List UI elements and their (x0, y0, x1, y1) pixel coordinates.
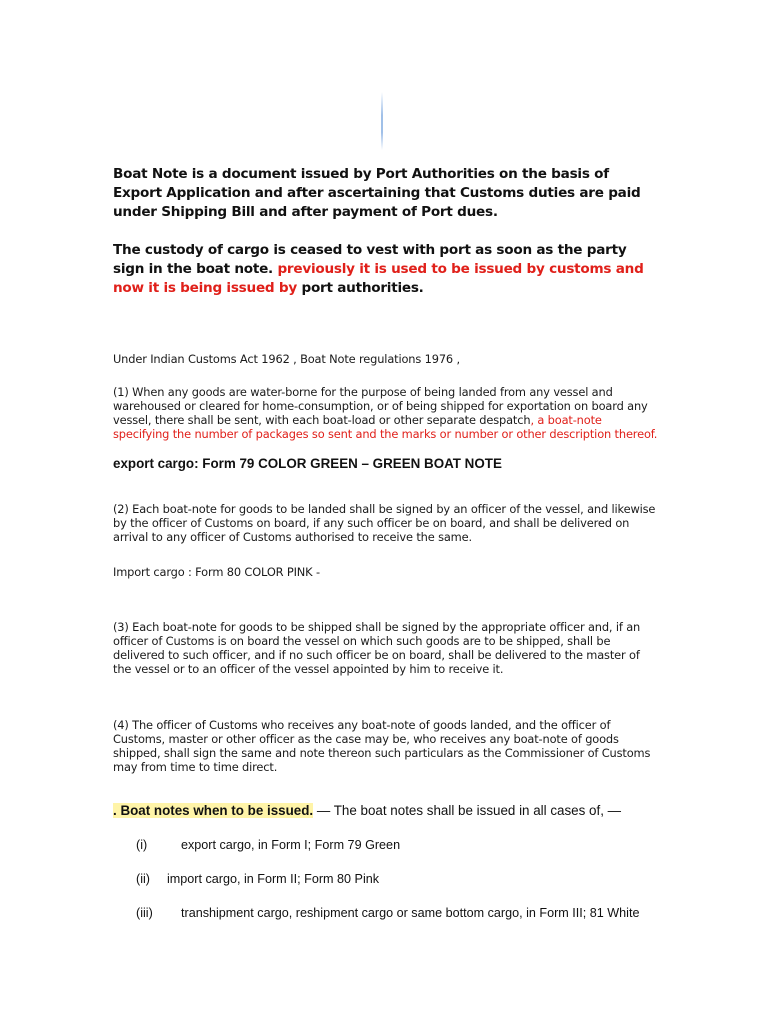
rule-heading-highlight: . Boat notes when to be issued. (113, 803, 314, 818)
intro-paragraph-2-red-text: previously it is used to be issued by customs and now it is being issued by (113, 261, 644, 296)
list-item-text: import cargo, in Form II; Form 80 Pink (167, 872, 380, 886)
list-item-import (136, 871, 379, 887)
clause-1 (113, 385, 658, 441)
clause-3: (3) Each boat-note for goods to be shipped shall be signed by the appropriate officer and, if an officer of Customs is on board the vessel on which such goods are to be shipped, shall be delivered to such officer, and if no such officer be on board, shall be delivered to the master of the vessel or to an officer of the vessel appointed by him to receive it. (113, 620, 641, 676)
list-item-text: export cargo, in Form I; Form 79 Green (181, 838, 401, 852)
rule-text: — The boat notes shall be issued in all cases of, — (313, 803, 622, 818)
intro-paragraph-2-period: . (418, 280, 424, 296)
clause-1-red-text: , a boat-note specifying the number of packages so sent and the marks or number or other description thereof. (113, 413, 658, 441)
intro-paragraph-2-text: The custody of cargo is ceased to vest with port as soon as the party sign in the boat note. (113, 242, 627, 277)
text-cursor-mark (381, 92, 383, 150)
clause-1-text: (1) When any goods are water-borne for the purpose of being landed from any vessel and warehoused or cleared for home-consumption, or of being shipped for exportation on board any vessel, there shall be sent, with each boat-load or other separate despatch (113, 385, 648, 427)
import-cargo-note: Import cargo : Form 80 COLOR PINK - (113, 565, 320, 579)
rule-statement (113, 803, 673, 819)
list-item-number: (i) (136, 838, 148, 852)
intro-paragraph-2 (113, 241, 653, 298)
list-item-number: (iii) (136, 906, 153, 920)
list-item-number: (ii) (136, 872, 150, 886)
intro-paragraph-2-end: port authorities (296, 280, 419, 296)
list-item-text: transhipment cargo, reshipment cargo or same bottom cargo, in Form III; 81 White (181, 906, 640, 920)
list-item-export (136, 837, 400, 853)
intro-section (113, 165, 653, 298)
intro-paragraph-1: Boat Note is a document issued by Port Authorities on the basis of Export Application and after ascertaining that Customs duties are paid under Shipping Bill and after payment of Port dues. (113, 166, 641, 220)
clause-4: (4) The officer of Customs who receives any boat-note of goods landed, and the officer of Customs, master or other officer as the case may be, who receives any boat-note of goods shipped, shall sign the same and note thereon such particulars as the Commissioner of Customs may from time to time direct. (113, 718, 651, 774)
clause-2: (2) Each boat-note for goods to be landed shall be signed by an officer of the vessel, and likewise by the officer of Customs on board, if any such officer be on board, and shall be delivered on arrival to any officer of Customs authorised to receive the same. (113, 502, 656, 544)
regulation-heading: Under Indian Customs Act 1962 , Boat Note regulations 1976 , (113, 352, 460, 366)
list-item-transhipment (136, 905, 639, 921)
export-cargo-note: export cargo: Form 79 COLOR GREEN – GREEN BOAT NOTE (113, 456, 502, 471)
